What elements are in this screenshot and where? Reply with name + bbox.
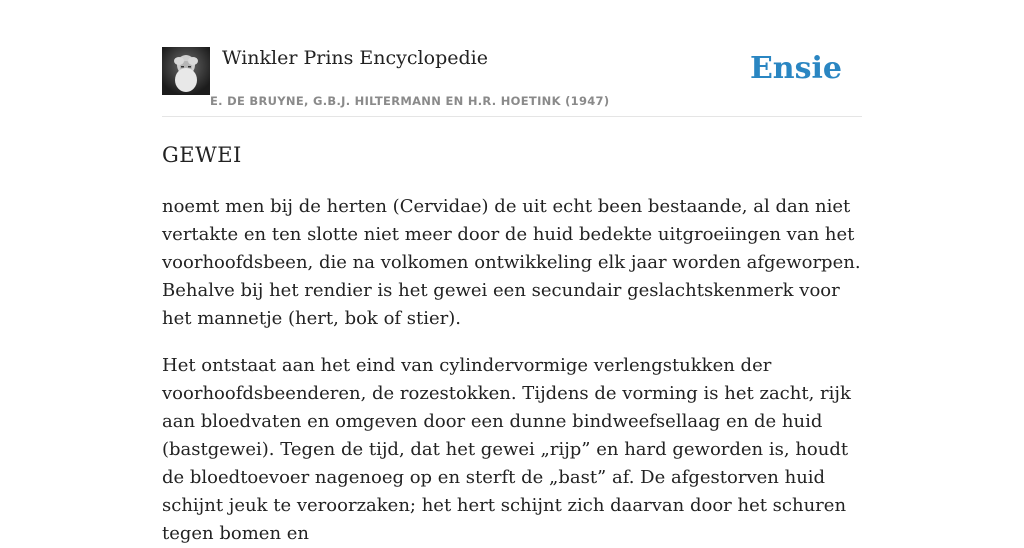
article-paragraph-1: noemt men bij de herten (Cervidae) de uit echt been bestaande, al dan niet vertakte en ten slotte niet meer door de huid bedekte uitgroeiingen van het voorhoofdsbeen, die na volkomen ontwikkeling elk jaar worden afgeworpen. Behalve bij het rendier is het gewei een secundair geslachtskenmerk voor het mannetje (hert, bok of stier).	[162, 196, 861, 329]
article-paragraph-2: Het ontstaat aan het eind van cylindervormige verlengstukken der voorhoofdsbeenderen, de rozestokken. Tijdens de vorming is het zacht, rijk aan bloedvaten en omgeven door een dunne bindweefsellaag en de huid (bastgewei). Tegen de tijd, dat het gewei „rijp” en hard geworden is, houdt de bloedtoevoer nagenoeg op en sterft de „bast” af. De afgestorven huid schijnt jeuk te veroorzaken; het hert schijnt zich daarvan door het schuren tegen bomen en	[162, 355, 851, 544]
ensie-logo[interactable]: Ensie	[749, 51, 842, 86]
article-content	[162, 136, 862, 548]
portrait-avatar-icon	[162, 47, 210, 95]
authors-byline: E. DE BRUYNE, G.B.J. HILTERMANN EN H.R. HOETINK (1947)	[210, 94, 610, 108]
source-title[interactable]: Winkler Prins Encyclopedie	[222, 47, 488, 69]
page-header	[162, 0, 862, 117]
entry-title: GEWEI	[162, 143, 242, 167]
